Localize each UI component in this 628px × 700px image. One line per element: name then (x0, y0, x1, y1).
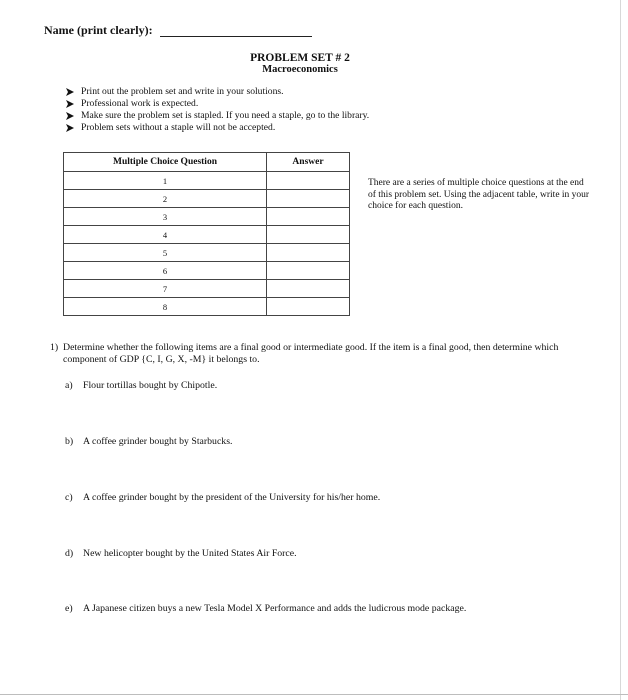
name-blank-line (160, 36, 312, 37)
item-label: e) (65, 603, 73, 614)
item-text: A coffee grinder bought by Starbucks. (83, 436, 233, 447)
instructions-list (66, 86, 369, 134)
page-edge-right (620, 0, 621, 700)
table-header-row (64, 153, 350, 172)
table-instructions-note: There are a series of multiple choice questions at the end of this problem set. Using the adjacent table, write in your choice for each question. (368, 178, 590, 211)
instruction-text: Print out the problem set and write in your solutions. (81, 86, 284, 97)
column-header-answer: Answer (267, 153, 350, 172)
instruction-item (66, 110, 369, 122)
item-label: d) (65, 548, 74, 559)
question-text: Determine whether the following items are a final good or intermediate good. If the item is a final good, then determine which component of GDP {C, I, G, X, -M} it belongs to. (63, 342, 559, 365)
question-number-cell: 5 (64, 244, 267, 262)
question-item-e (65, 603, 466, 614)
table-row (64, 280, 350, 298)
item-text: A Japanese citizen buys a new Tesla Model X Performance and adds the ludicrous mode package. (83, 603, 467, 614)
answer-cell[interactable] (267, 298, 350, 316)
question-item-c (65, 492, 380, 503)
page-subtitle: Macroeconomics (262, 64, 338, 75)
answer-cell[interactable] (267, 280, 350, 298)
answer-cell[interactable] (267, 226, 350, 244)
question-number-cell: 8 (64, 298, 267, 316)
name-label: Name (print clearly): (44, 23, 153, 37)
instruction-item (66, 98, 369, 110)
item-text: New helicopter bought by the United States Air Force. (83, 548, 297, 559)
question-number-cell: 6 (64, 262, 267, 280)
answer-cell[interactable] (267, 262, 350, 280)
table-row (64, 172, 350, 190)
table-row (64, 298, 350, 316)
item-label: a) (65, 380, 73, 391)
instruction-item (66, 122, 369, 134)
instruction-text: Problem sets without a staple will not be accepted. (81, 122, 276, 133)
question-number-cell: 3 (64, 208, 267, 226)
answer-cell[interactable] (267, 208, 350, 226)
question-number-cell: 7 (64, 280, 267, 298)
question-item-b (65, 436, 232, 447)
arrow-bullet-icon (66, 124, 74, 132)
item-text: A coffee grinder bought by the president of the University for his/her home. (83, 492, 381, 503)
page-title: PROBLEM SET # 2 (250, 52, 350, 64)
question-number: 1) (50, 342, 59, 353)
question-item-a (65, 380, 217, 391)
answer-cell[interactable] (267, 172, 350, 190)
table-row (64, 244, 350, 262)
arrow-bullet-icon (66, 88, 74, 96)
item-label: b) (65, 436, 74, 447)
table-row (64, 226, 350, 244)
table-row (64, 208, 350, 226)
answer-cell[interactable] (267, 244, 350, 262)
instruction-item (66, 86, 369, 98)
question-number-cell: 2 (64, 190, 267, 208)
question-number-cell: 4 (64, 226, 267, 244)
page-edge-bottom (0, 694, 628, 695)
item-text: Flour tortillas bought by Chipotle. (83, 380, 218, 391)
question-item-d (65, 548, 297, 559)
column-header-question: Multiple Choice Question (64, 153, 267, 172)
table-row (64, 262, 350, 280)
arrow-bullet-icon (66, 100, 74, 108)
instruction-text: Professional work is expected. (81, 98, 199, 109)
arrow-bullet-icon (66, 112, 74, 120)
answer-cell[interactable] (267, 190, 350, 208)
question-1 (50, 342, 580, 366)
question-number-cell: 1 (64, 172, 267, 190)
table-row (64, 190, 350, 208)
item-label: c) (65, 492, 73, 503)
multiple-choice-answer-table (63, 152, 350, 316)
instruction-text: Make sure the problem set is stapled. If you need a staple, go to the library. (81, 110, 370, 121)
